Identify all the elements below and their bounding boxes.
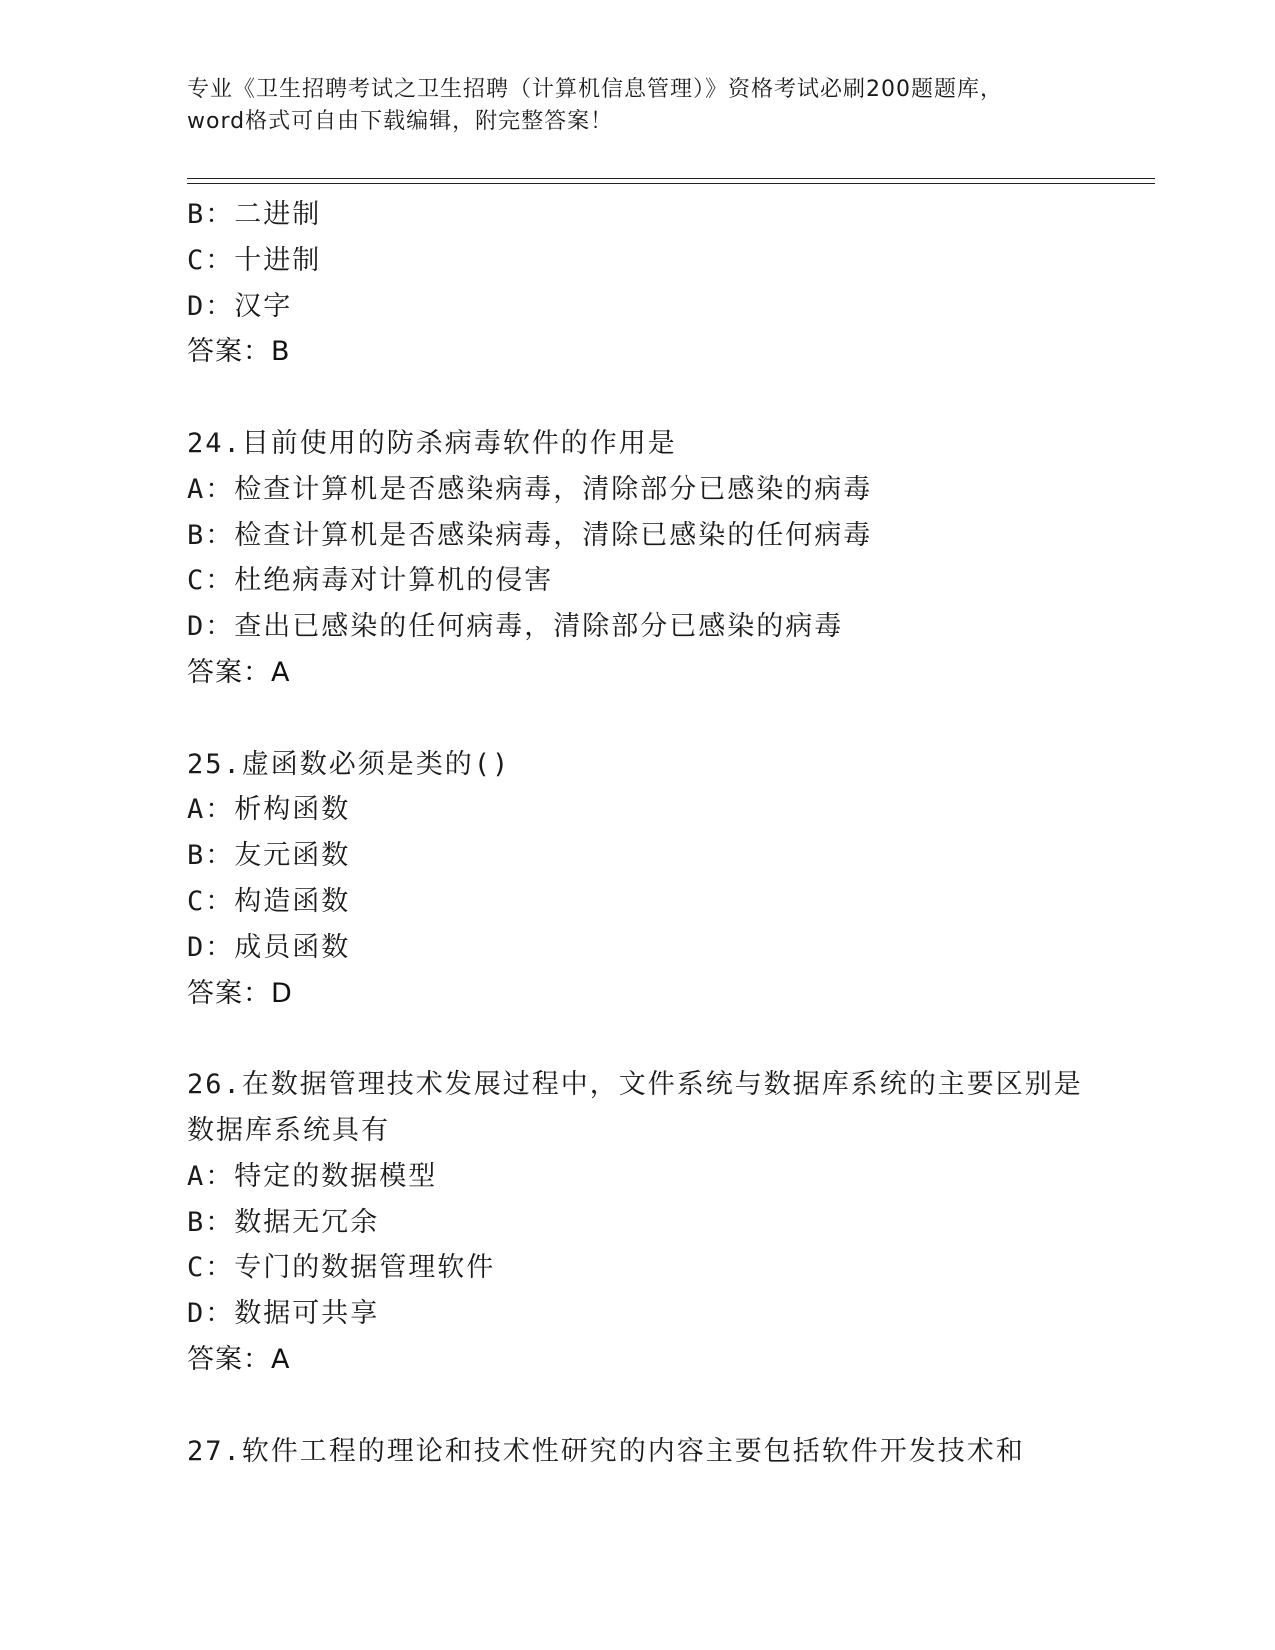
q25-option-d: D：成员函数 (187, 931, 351, 963)
header-divider-top (187, 178, 1155, 179)
spacer (187, 1016, 1155, 1062)
q26-option-b: B：数据无冗余 (187, 1206, 380, 1238)
q24-option-c: C：杜绝病毒对计算机的侵害 (187, 565, 554, 597)
q26-option-d: D：数据可共享 (187, 1298, 380, 1330)
q24-stem: 24.目前使用的防杀病毒软件的作用是 (187, 427, 677, 459)
q25-stem: 25.虚函数必须是类的() (187, 748, 511, 780)
q23-option-b: B：二进制 (187, 199, 322, 230)
q24-option-a: A：检查计算机是否感染病毒，清除部分已感染的病毒 (187, 473, 873, 505)
q26-option-c: C：专门的数据管理软件 (187, 1252, 496, 1284)
q26-answer: 答案：A (187, 1343, 291, 1375)
question-list (187, 192, 1155, 1474)
q23-option-c: C：十进制 (187, 244, 322, 276)
q25-option-a: A：析构函数 (187, 794, 351, 826)
q23-option-d: D：汉字 (187, 290, 293, 322)
q26-stem-line-1: 26.在数据管理技术发展过程中，文件系统与数据库系统的主要区别是 (187, 1069, 1083, 1101)
q25-answer: 答案：D (187, 977, 293, 1009)
q26-stem-line-2: 数据库系统具有 (187, 1114, 390, 1146)
q25-option-c: C：构造函数 (187, 885, 351, 917)
spacer (187, 1383, 1155, 1429)
spacer (187, 696, 1155, 742)
q26-option-a: A：特定的数据模型 (187, 1160, 438, 1192)
q25-option-b: B：友元函数 (187, 840, 351, 872)
header-title-line-2: word格式可自由下载编辑，附完整答案！ (187, 109, 614, 134)
header-divider-bottom (187, 183, 1155, 184)
header-title-line-1: 专业《卫生招聘考试之卫生招聘（计算机信息管理）》资格考试必刷200题题库， (187, 77, 1003, 102)
q27-stem: 27.软件工程的理论和技术性研究的内容主要包括软件开发技术和 (187, 1435, 1025, 1467)
q24-answer: 答案：A (187, 656, 291, 688)
document-header (187, 74, 1067, 138)
spacer (187, 375, 1155, 421)
q24-option-d: D：查出已感染的任何病毒，清除部分已感染的病毒 (187, 611, 844, 643)
q23-answer: 答案：B (187, 336, 291, 368)
q24-option-b: B：检查计算机是否感染病毒，清除已感染的任何病毒 (187, 519, 873, 551)
